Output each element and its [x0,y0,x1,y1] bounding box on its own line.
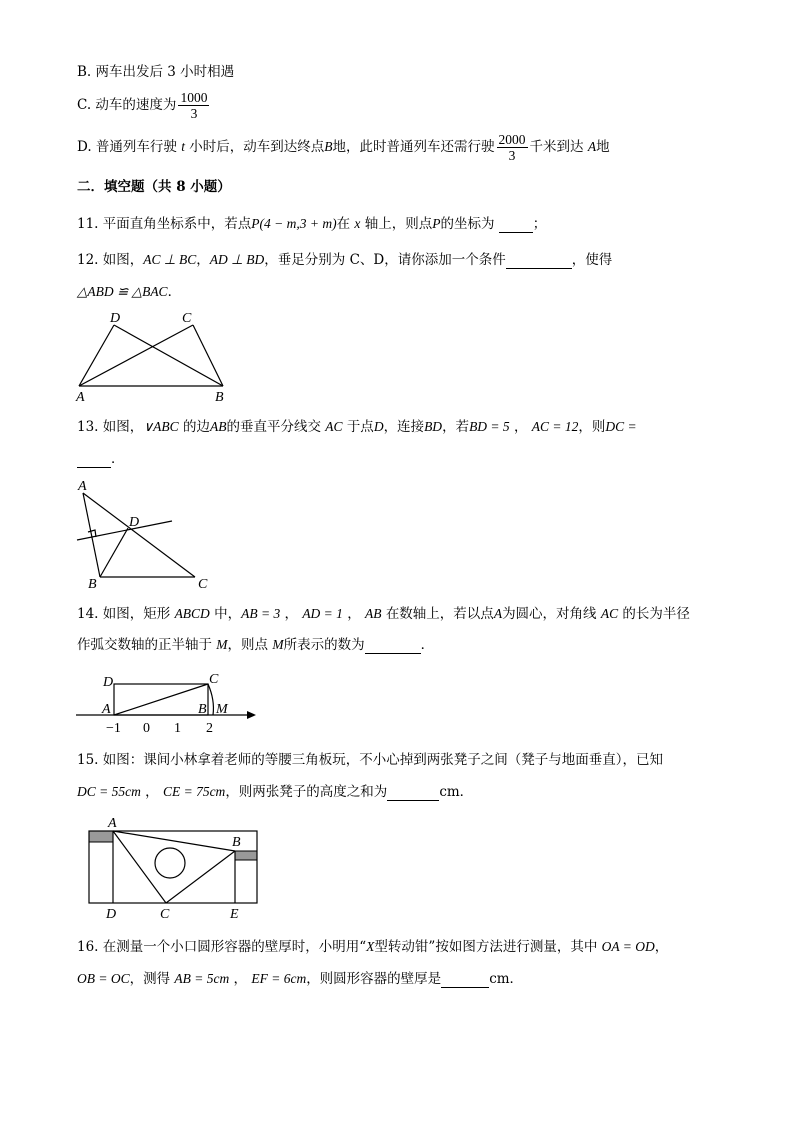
option-c-text: C. 动车的速度为 [77,97,177,113]
label-a: A [102,702,111,717]
q16-text: ， [233,971,248,987]
q14-text: 在数轴上，若以点 [385,606,494,622]
q16-text: ，测得 [129,971,171,987]
q12-cond1: AC ⊥ BC [143,252,197,267]
tick-label: 1 [174,721,181,736]
q14-text: ． [420,637,435,653]
q14-ab: AB [365,606,382,621]
q16-text: cm． [489,971,524,987]
stool-top-left [89,831,113,842]
label-b: B [198,702,207,717]
q14-text: ， [347,606,361,622]
label-e: E [230,907,239,922]
label-d: D [129,515,140,530]
label-a: A [78,479,87,494]
q12-congruence: △ABD ≌ △BAC [77,284,168,299]
option-d-mid: 小时后，动车到达终点 [189,139,325,155]
var-x: x [354,216,361,231]
q11-text: 11. 平面直角坐标系中，若点 [77,216,252,232]
q16-text: 16. 在测量一个小口圆形容器的壁厚时，小明用“ [77,939,367,955]
q14-text: 所表示的数为 [283,637,365,653]
label-m: M [216,702,228,717]
numerator: 1000 [180,90,208,105]
q13-text: 的边 [182,419,210,435]
segment-ac [113,831,166,903]
var-a: A [587,139,597,154]
label-b: B [232,835,241,850]
q16-text: 型转动钳”按如图方法进行测量，其中 [374,939,598,955]
q14-eq2: AD = 1 [302,606,343,621]
q11-text: ； [532,216,547,232]
q13-triangle: ∨ABC [143,419,179,434]
q15-eq1: DC = 55cm [77,784,141,799]
q14-eq1: AB = 3 [241,606,281,621]
q14-text: 为圆心，对角线 [502,606,597,622]
question-16 [77,938,668,956]
q13-ab: AB [209,419,227,434]
q16-eq3: EF = 6cm [251,971,307,986]
q11-expr: P(4 − m,3 + m) [251,216,337,231]
q11-text: 轴上，则点 [364,216,433,232]
q13-text: ． [111,451,125,467]
q11-text: 的坐标为 [440,216,495,232]
option-b: B. 两车出发后 3 小时相遇 [77,64,235,80]
q13-text: ，连接 [383,419,425,435]
label-d: D [103,675,114,690]
q13-eq3: DC = [605,419,637,434]
q12-cond2: AD ⊥ BD [209,252,265,267]
q13-ac: AC [325,419,343,434]
option-d-suffix: 千米到达 [529,139,584,155]
q13-eq1: BD = 5 [469,419,510,434]
q15-text: cm． [439,784,474,800]
q14-abcd: ABCD [174,606,210,621]
q12-text: ， [196,252,210,268]
label-a: A [108,816,117,831]
label-c: C [160,907,170,922]
q15-eq2: CE = 75cm [162,784,226,799]
label-d: D [106,907,117,922]
label-c: C [198,577,208,592]
label-a: A [76,390,85,405]
q13-text: 13. 如图， [77,419,144,435]
var-p: P [432,216,441,231]
q11-text: 在 [336,216,351,232]
q14-text: 的长为半径 [622,606,690,622]
denominator: 3 [508,148,516,163]
q16-text: ， [654,939,669,955]
label-c: C [209,672,219,687]
section-heading: 二．填空题（共 8 小题） [77,179,231,195]
option-d-text: D. 普通列车行驶 [77,139,177,155]
q14-text: 14. 如图，矩形 [77,606,171,622]
label-b: B [88,577,97,592]
var-a: A [493,606,503,621]
question-15: 15. 如图：课间小林拿着老师的等腰三角板玩，不小心掉到两张凳子之间（凳子与地面垂直），已知 [77,752,664,768]
q14-text: ，则点 [227,637,269,653]
q14-text: ， [284,606,299,622]
q13-eq2: AC = 12 [531,419,579,434]
q15-text: ，则两张凳子的高度之和为 [225,784,388,800]
var-t: t [181,139,185,154]
q13-bd: BD [424,419,443,434]
q13-text: 的垂直平分线交 [226,419,321,435]
stool-top-right [235,851,257,860]
q16-text: ，则圆形容器的壁厚是 [306,971,442,987]
q16-eq2: AB = 5cm [174,971,230,986]
question-16-line2 [77,970,523,988]
option-d-mid2: 地，此时普通列车还需行驶 [332,139,495,155]
q12-text: ，垂足分别为 C、D，请你添加一个条件 [264,252,506,268]
q12-text: ，使得 [571,252,613,268]
answer-blank[interactable] [441,973,489,988]
q14-ac: AC [600,606,619,621]
label-c: C [182,311,192,326]
option-d-end: 地 [596,139,610,155]
var-x: X [366,939,375,954]
var-d: D [373,419,384,434]
q14-text: 作弧交数轴的正半轴于 [77,637,212,653]
triangle-hole [155,848,185,878]
label-b: B [215,390,224,405]
numerator: 2000 [498,132,526,147]
q15-text: ， [145,784,159,800]
tick-label: 0 [143,721,150,736]
q13-text: ，则 [578,419,606,435]
q13-text: ， [513,419,528,435]
q16-eq0: OA = OD [601,939,655,954]
var-b: B [324,139,333,154]
q13-text: ，若 [442,419,470,435]
q16-eq1: OB = OC [77,971,130,986]
denominator: 3 [190,106,198,121]
var-m: M [216,637,228,652]
tick-label: 2 [206,721,213,736]
tick-label: −1 [106,721,121,736]
q14-text: 中， [214,606,242,622]
q13-text: 于点 [346,419,374,435]
label-d: D [110,311,121,326]
var-m: M [272,637,284,652]
q12-text: ． [167,284,182,300]
q12-text: 12. 如图， [77,252,144,268]
